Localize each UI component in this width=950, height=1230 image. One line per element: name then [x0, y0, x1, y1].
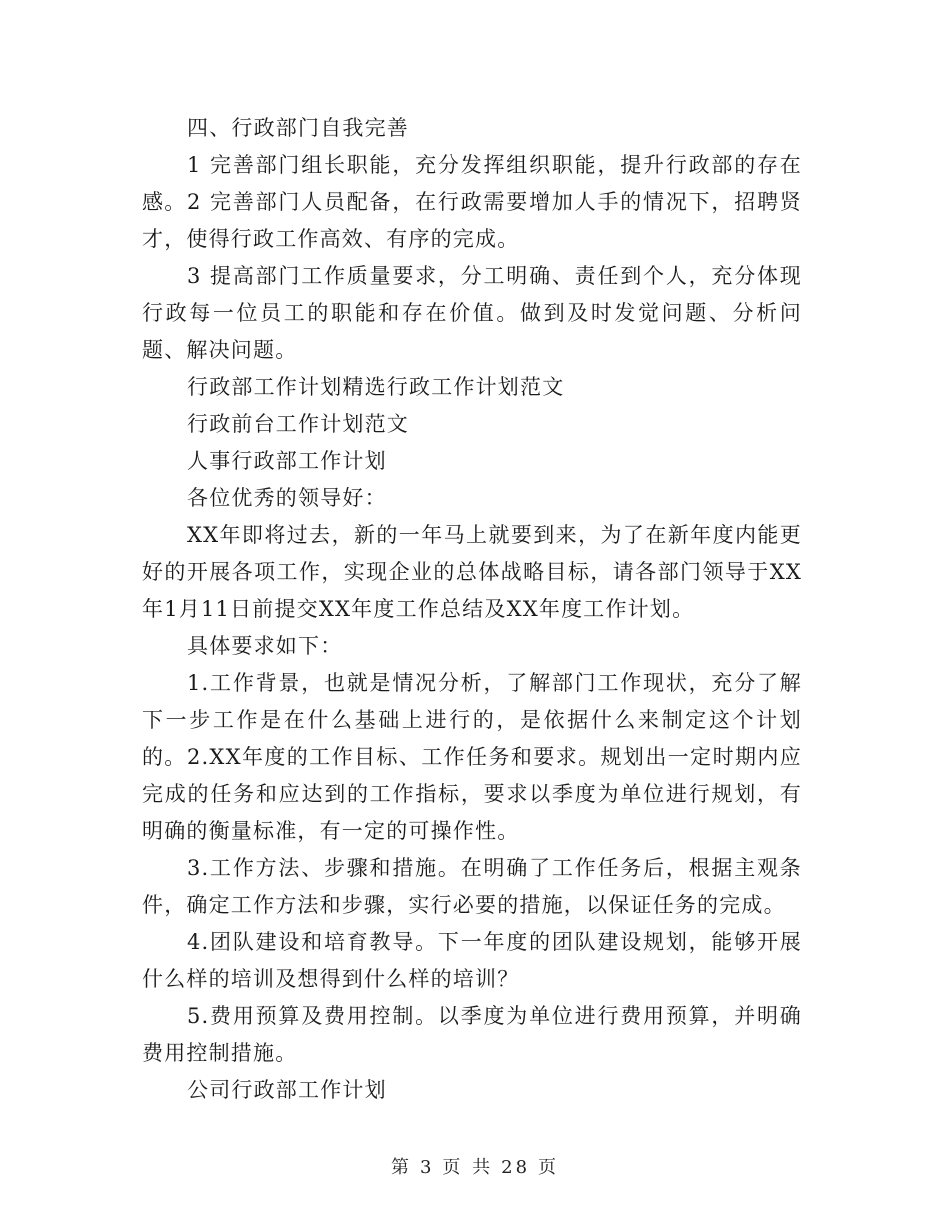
requirement-3: 3.工作方法、步骤和措施。在明确了工作任务后，根据主观条件，确定工作方法和步骤，实行必要的措施，以保证任务的完成。	[142, 856, 802, 917]
section-heading: 四、行政部门自我完善	[187, 116, 409, 140]
requirement-5: 5.费用预算及费用控制。以季度为单位进行费用预算，并明确费用控制措施。	[142, 1004, 802, 1065]
paragraph-2: 2 完善部门人员配备，在行政需要增加人手的情况下，招聘贤才，使得行政工作高效、有序的完成。	[142, 190, 802, 251]
greeting: 各位优秀的领导好：	[187, 486, 387, 510]
paragraph-intro: XX年即将过去，新的一年马上就要到来，为了在新年度内能更好的开展各项工作，实现企业的总体战略目标，请各部门领导于XX年1月11日前提交XX年度工作总结及XX年度工作计划。	[142, 523, 802, 621]
requirement-1: 1.工作背景，也就是情况分析，了解部门工作现状，充分了解下一步工作是在什么基础上进行的，是依据什么来制定这个计划的。	[142, 671, 802, 769]
footer-page-number: 3	[419, 1157, 435, 1178]
page-footer	[0, 1153, 950, 1179]
footer-suffix: 页	[538, 1157, 560, 1178]
requirements-heading: 具体要求如下：	[187, 634, 343, 658]
related-title-2: 行政前台工作计划范文	[187, 412, 409, 436]
related-title-1: 行政部工作计划精选行政工作计划范文	[187, 375, 565, 399]
requirement-2: 2.XX年度的工作目标、工作任务和要求。规划出一定时期内应完成的任务和应达到的工作指标，要求以季度为单位进行规划，有明确的衡量标准，有一定的可操作性。	[142, 745, 802, 843]
footer-prefix: 第	[390, 1157, 412, 1178]
footer-middle: 页 共	[442, 1157, 494, 1178]
paragraph-1: 1 完善部门组长职能，充分发挥组织职能，提升行政部的存在感。	[142, 153, 802, 214]
requirement-4: 4.团队建设和培育教导。下一年度的团队建设规划，能够开展什么样的培训及想得到什么样的培训？	[142, 930, 802, 991]
paragraph-3: 3 提高部门工作质量要求，分工明确、责任到个人，充分体现行政每一位员工的职能和存在价值。做到及时发觉问题、分析问题、解决问题。	[142, 264, 802, 362]
section-title-next: 公司行政部工作计划	[187, 1078, 387, 1102]
footer-total-pages: 28	[501, 1157, 531, 1178]
related-title-3: 人事行政部工作计划	[187, 449, 387, 473]
